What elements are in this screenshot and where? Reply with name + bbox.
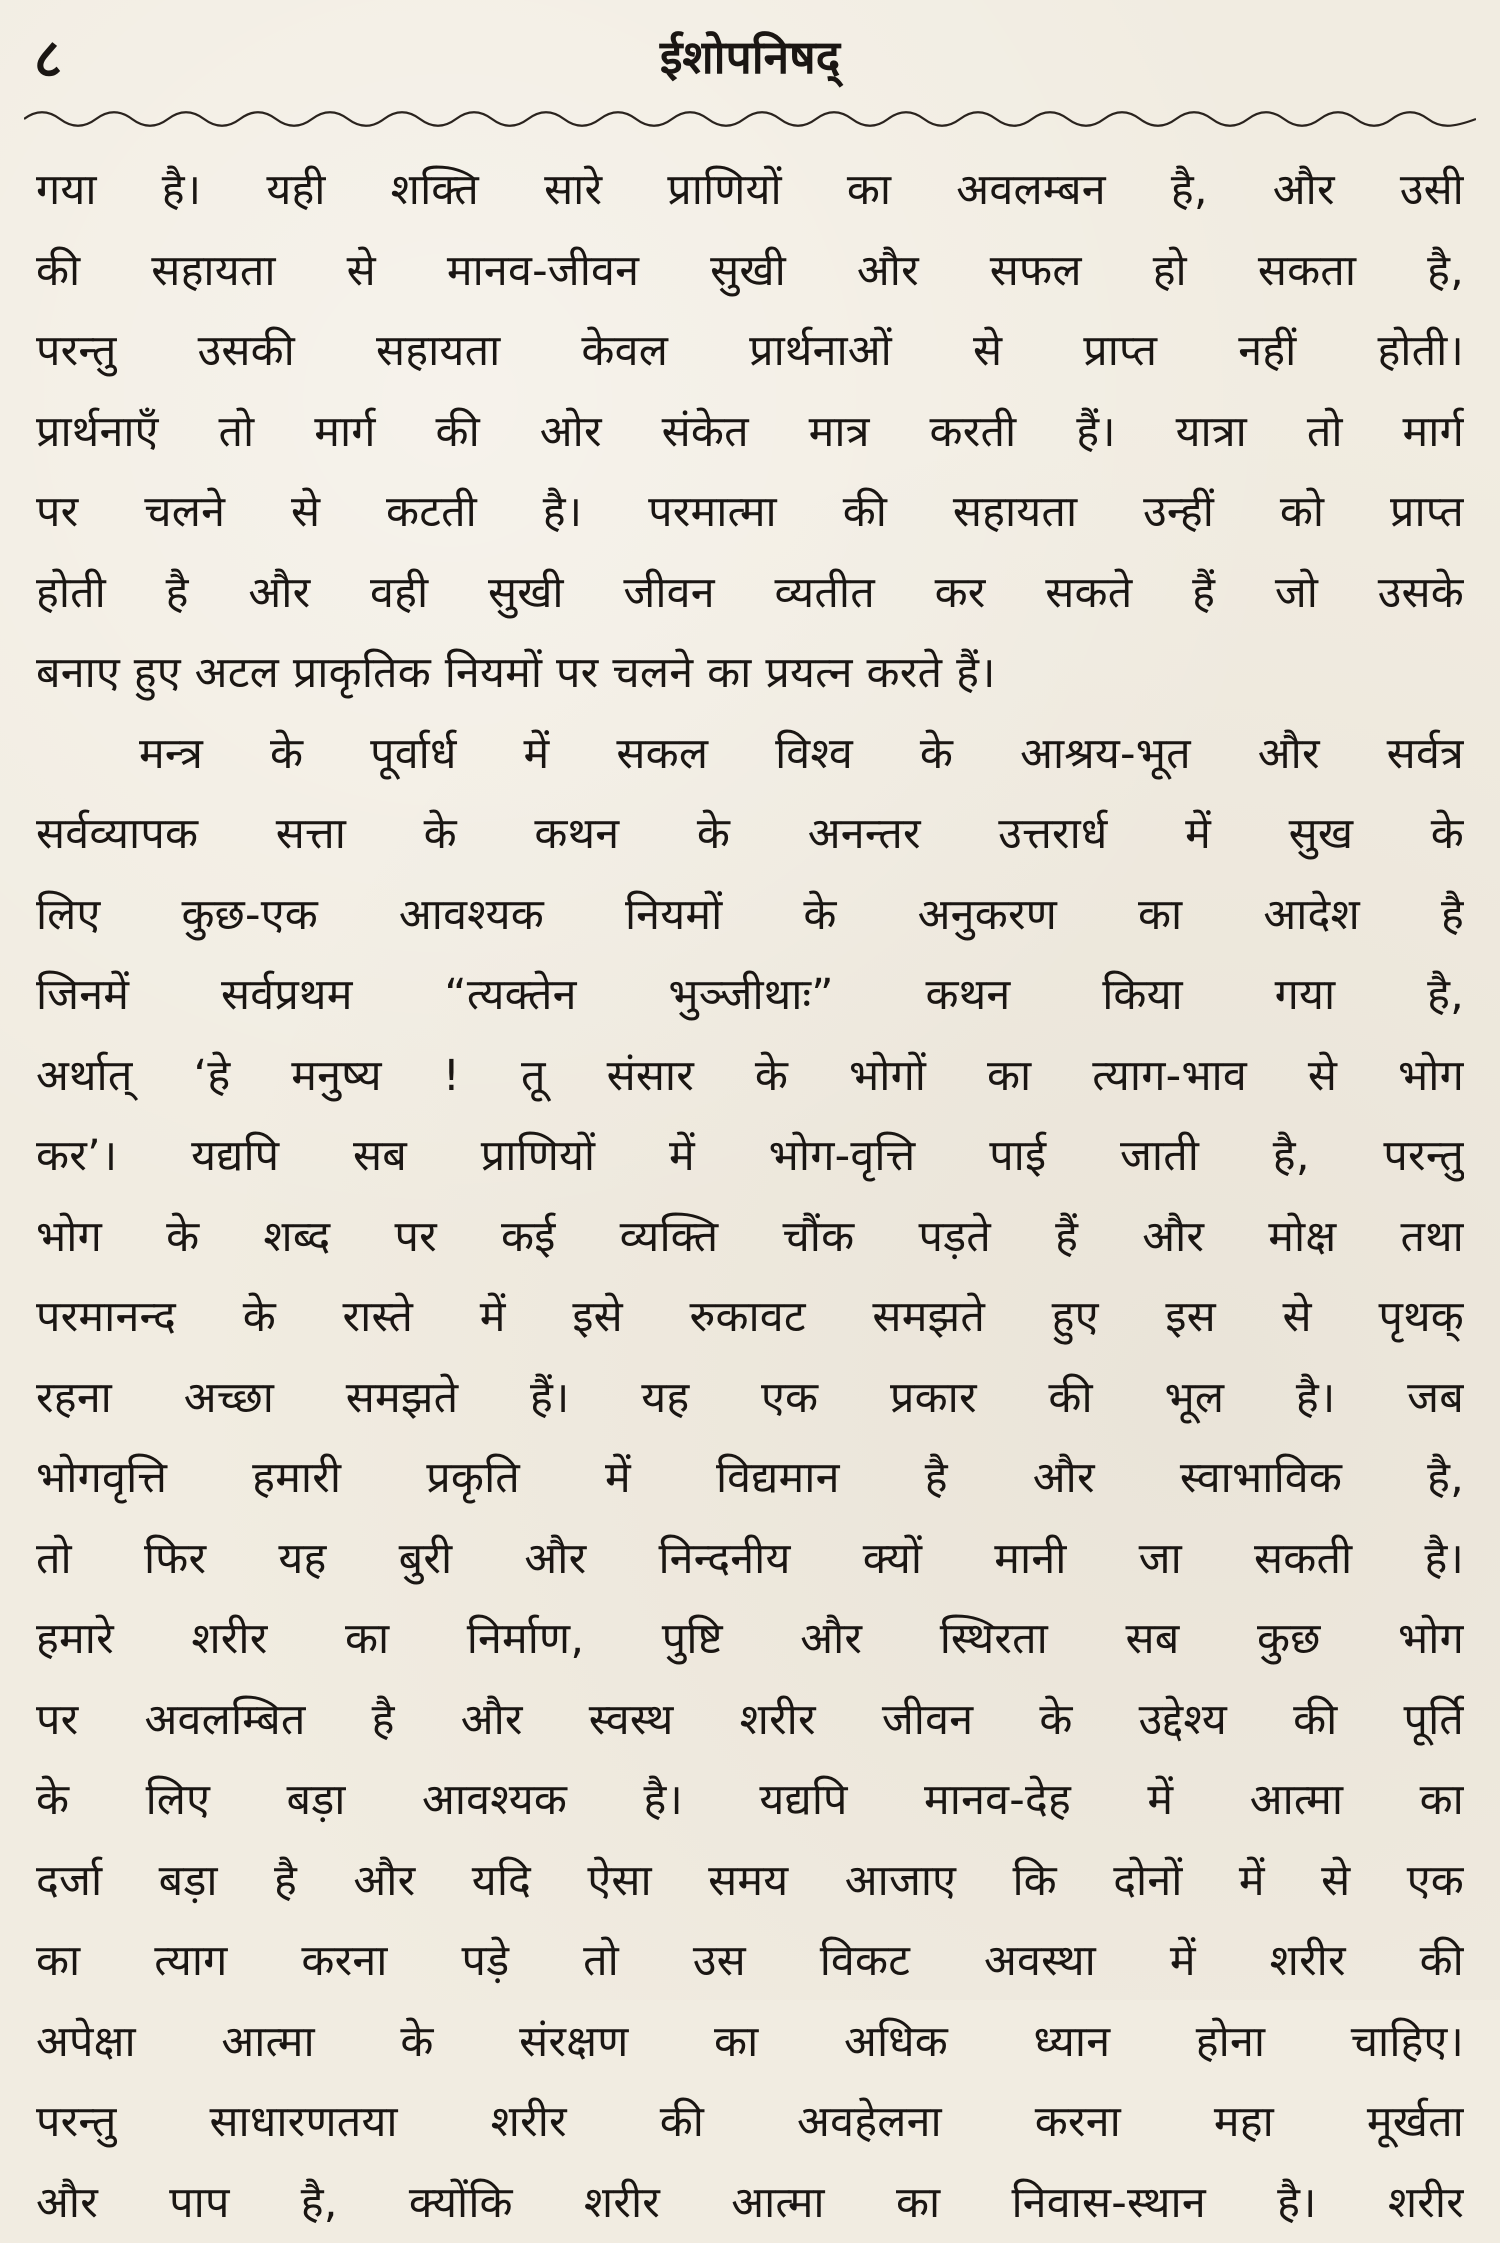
body-line: तो फिर यह बुरी और निन्दनीय क्यों मानी जा सकती है।	[36, 1519, 1464, 1600]
body-line: परन्तु साधारणतया शरीर की अवहेलना करना महा मूर्खता	[36, 2082, 1464, 2163]
body-line: बनाए हुए अटल प्राकृतिक नियमों पर चलने का प्रयत्न करते हैं।	[36, 633, 1464, 714]
body-line: की सहायता से मानव-जीवन सुखी और सफल हो सकता है,	[36, 231, 1464, 312]
body-text	[36, 150, 1464, 1990]
body-line: पर चलने से कटती है। परमात्मा की सहायता उन्हीं को प्राप्त	[36, 472, 1464, 553]
body-line: पर अवलम्बित है और स्वस्थ शरीर जीवन के उद्देश्य की पूर्ति	[36, 1680, 1464, 1761]
body-line: भोग के शब्द पर कई व्यक्ति चौंक पड़ते हैं और मोक्ष तथा	[36, 1197, 1464, 1278]
body-line: दर्जा बड़ा है और यदि ऐसा समय आजाए कि दोनों में से एक	[36, 1841, 1464, 1922]
body-line: और पाप है, क्योंकि शरीर आत्मा का निवास-स्थान है। शरीर	[36, 2163, 1464, 2243]
page-header	[34, 32, 1466, 92]
header-divider	[24, 106, 1476, 132]
body-line: अपेक्षा आत्मा के संरक्षण का अधिक ध्यान होना चाहिए।	[36, 2002, 1464, 2083]
running-title: ईशोपनिषद्	[34, 32, 1466, 83]
wavy-rule	[24, 112, 1476, 126]
body-line: गया है। यही शक्ति सारे प्राणियों का अवलम्बन है, और उसी	[36, 150, 1464, 231]
body-line: के लिए बड़ा आवश्यक है। यद्यपि मानव-देह में आत्मा का	[36, 1760, 1464, 1841]
paragraph-start-line: मन्त्र के पूर्वार्ध में सकल विश्व के आश्रय-भूत और सर्वत्र	[36, 714, 1464, 795]
body-line: परमानन्द के रास्ते में इसे रुकावट समझते हुए इस से पृथक्	[36, 1277, 1464, 1358]
body-line: प्रार्थनाएँ तो मार्ग की ओर संकेत मात्र करती हैं। यात्रा तो मार्ग	[36, 392, 1464, 473]
body-line: हमारे शरीर का निर्माण, पुष्टि और स्थिरता सब कुछ भोग	[36, 1599, 1464, 1680]
body-line: जिनमें सर्वप्रथम “त्यक्तेन भुञ्जीथाः” कथन किया गया है,	[36, 955, 1464, 1036]
body-line: का त्याग करना पड़े तो उस विकट अवस्था में शरीर की	[36, 1921, 1464, 2002]
body-line: परन्तु उसकी सहायता केवल प्रार्थनाओं से प्राप्त नहीं होती।	[36, 311, 1464, 392]
body-line: कर’। यद्यपि सब प्राणियों में भोग-वृत्ति पाई जाती है, परन्तु	[36, 1116, 1464, 1197]
body-line: होती है और वही सुखी जीवन व्यतीत कर सकते हैं जो उसके	[36, 553, 1464, 634]
body-line: भोगवृत्ति हमारी प्रकृति में विद्यमान है और स्वाभाविक है,	[36, 1438, 1464, 1519]
body-line: लिए कुछ-एक आवश्यक नियमों के अनुकरण का आदेश है	[36, 875, 1464, 956]
body-line: अर्थात् ‘हे मनुष्य ! तू संसार के भोगों का त्याग-भाव से भोग	[36, 1036, 1464, 1117]
body-line: सर्वव्यापक सत्ता के कथन के अनन्तर उत्तरार्ध में सुख के	[36, 794, 1464, 875]
body-line: रहना अच्छा समझते हैं। यह एक प्रकार की भूल है। जब	[36, 1358, 1464, 1439]
page-number: ८	[34, 32, 62, 86]
